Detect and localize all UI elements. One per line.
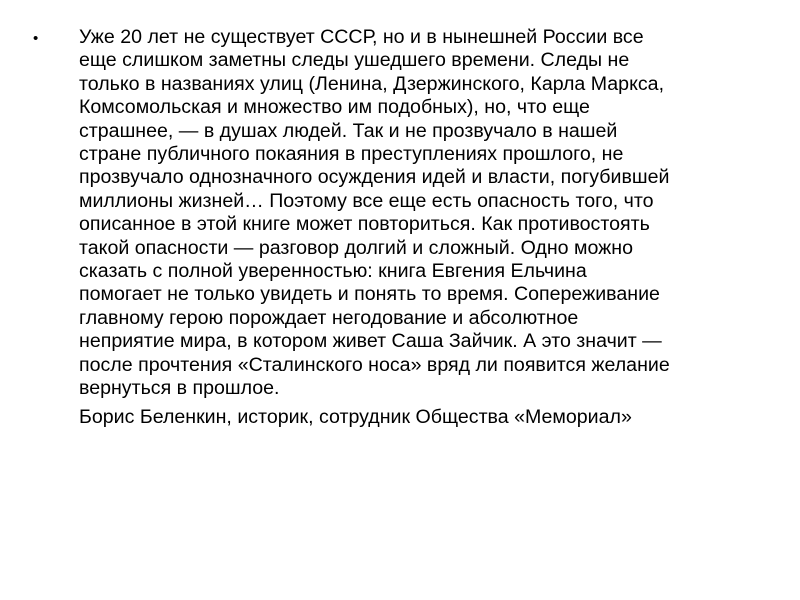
quote-bullet-item: [33, 26, 753, 401]
bullet-icon: •: [33, 30, 39, 47]
quote-attribution: Борис Беленкин, историк, сотрудник Общества «Мемориал»: [79, 406, 632, 428]
quote-paragraph: Уже 20 лет не существует СССР, но и в нынешней России все еще слишком заметны следы ушедшего времени. Следы не только в названиях улиц (Ленина, Дзержинского, Карла Маркса, Комсомольская и множество им подобных), но, что еще страшнее, — в душах людей. Так и не прозвучало в нашей стране публичного покаяния в преступлениях прошлого, не прозвучало однозначного осуждения идей и власти, погубившей миллионы жизней… Поэтому все еще есть опасность того, что описанное в этой книге может повториться. Как противостоять такой опасности — разговор долгий и сложный. Одно можно сказать с полной уверенностью: книга Евгения Ельчина помогает не только увидеть и понять то время. Сопереживание главному герою порождает негодование и абсолютное неприятие мира, в котором живет Саша Зайчик. А это значит — после прочтения «Сталинского носа» вряд ли появится желание вернуться в прошлое.: [79, 26, 670, 400]
